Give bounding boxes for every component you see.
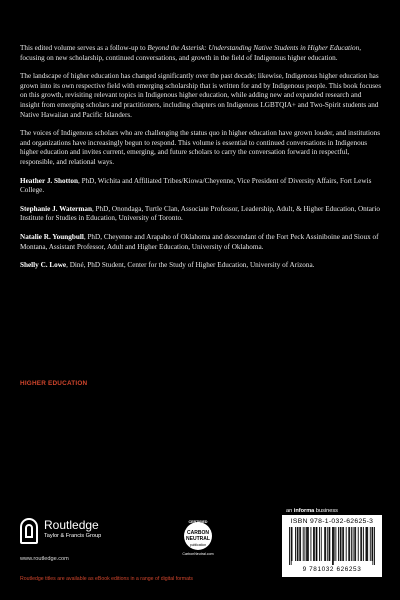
isbn-barcode-box — [282, 515, 382, 577]
barcode-bar — [333, 527, 334, 565]
barcode-bar — [343, 527, 344, 561]
informa-label: an informa business — [286, 508, 338, 514]
barcode-bar — [291, 527, 292, 565]
barcode-bar — [324, 527, 325, 561]
barcode-bar — [348, 527, 349, 561]
publisher-name: Routledge — [44, 518, 99, 532]
badge-top-label: CERTIFIED — [188, 520, 208, 524]
barcode-bar — [313, 527, 314, 561]
barcode-bar — [340, 527, 341, 561]
editor-bio: Natalie R. Youngbull, PhD, Cheyenne and Arapaho of Oklahoma and descendant of the Fort Peck Assiniboine and Sioux of Montana, Assistant Professor, Adult and Higher Education, University of Oklahoma. — [20, 232, 379, 251]
badge-site: CarbonNeutral.com — [182, 552, 214, 556]
barcode-bar — [298, 527, 299, 561]
barcode-bar — [349, 527, 350, 561]
carbon-neutral-badge — [180, 522, 216, 558]
barcode-bar — [367, 527, 368, 561]
barcode-bar — [317, 527, 318, 561]
barcode-bar — [366, 527, 367, 561]
routledge-icon — [20, 518, 38, 544]
barcode-bar — [335, 527, 336, 561]
barcode-bar — [366, 527, 367, 561]
description-paragraph: This edited volume serves as a follow-up to Beyond the Asterisk: Understanding Native Students in Higher Education, focusing on new scholarship, continued conversations, and growth in the field of Indigenous higher education. — [20, 44, 362, 62]
badge-label: CARBON NEUTRAL publication — [186, 530, 210, 547]
barcode-bar — [351, 527, 352, 561]
barcode-bar — [311, 527, 312, 561]
barcode-bar — [355, 527, 356, 561]
barcode-bar — [325, 527, 326, 561]
barcode-bar — [308, 527, 309, 561]
barcode-bar — [319, 527, 320, 561]
barcode-bar — [297, 527, 298, 561]
publisher-logo — [20, 518, 150, 550]
barcode-bar — [303, 527, 304, 561]
barcode-bar — [289, 527, 290, 565]
barcode-bar — [321, 527, 322, 561]
barcode-bar — [329, 527, 330, 561]
barcode-bar — [374, 527, 375, 565]
barcode-icon — [289, 527, 375, 565]
publisher-group: Taylor & Francis Group — [44, 533, 102, 539]
barcode-bar — [342, 527, 343, 561]
description-paragraph: The landscape of higher education has changed significantly over the past decade; likewise, Indigenous higher education has grown into its own respective field with emerging scholarship that is written for and by Indigenous people. This book focuses on this growth, revisiting relevant topics in Indigenous higher education, while adding new and expanded research and insight from emerging scholars and practitioners, including chapters on Indigenous LGBTQIA+ and Two-Spirit students and Native Hawaiian and Pacific Islanders. — [20, 72, 382, 119]
barcode-bar — [329, 527, 330, 561]
barcode-bar — [361, 527, 362, 561]
barcode-bar — [300, 527, 301, 561]
barcode-bar — [334, 527, 335, 561]
editor-name: Heather J. Shotton — [20, 176, 78, 185]
barcode-bar — [360, 527, 361, 561]
editor-bio: Stephanie J. Waterman, PhD, Onondaga, Turtle Clan, Associate Professor, Leadership, Adult, & Higher Education, Ontario Institute for Studies in Education, University of Toronto. — [20, 204, 380, 223]
barcode-bar — [332, 527, 333, 565]
subject-category: HIGHER EDUCATION — [20, 380, 88, 387]
barcode-bar — [304, 527, 305, 561]
barcode-bar — [354, 527, 355, 561]
barcode-bar — [306, 527, 307, 561]
barcode-bar — [346, 527, 347, 561]
book-title-reference: Beyond the Asterisk: Understanding Native Students in Higher Education — [147, 44, 360, 52]
description-paragraph: The voices of Indigenous scholars who are challenging the status quo in higher education have grown louder, and institutions and organizations have increasingly begun to respond. This volume is essential to continued conversations in Indigenous higher education and invites current, emerging, and future scholars to carry the conversation forward in respectful, responsible, and relational ways. — [20, 129, 380, 166]
back-cover-text — [20, 44, 382, 280]
barcode-digits: 9 781032 626253 — [302, 566, 362, 573]
barcode-bar — [307, 527, 308, 561]
publisher-website[interactable]: www.routledge.com — [20, 556, 69, 562]
barcode-bar — [338, 527, 339, 561]
editor-bio: Heather J. Shotton, PhD, Wichita and Affiliated Tribes/Kiowa/Cheyenne, Vice President of Diversity Affairs, Fort Lewis College. — [20, 176, 372, 195]
editor-name: Shelly C. Lowe — [20, 261, 67, 270]
editor-bio: Shelly C. Lowe, Diné, PhD Student, Center for the Study of Higher Education, University of Arizona. — [20, 261, 315, 270]
barcode-bar — [372, 527, 373, 565]
barcode-bar — [316, 527, 317, 561]
editor-name: Stephanie J. Waterman — [20, 204, 92, 213]
barcode-bar — [327, 527, 328, 561]
barcode-bar — [353, 527, 354, 561]
barcode-bar — [292, 527, 293, 561]
ebook-note: Routledge titles are available as eBook editions in a range of digital formats — [20, 576, 194, 582]
barcode-bar — [314, 527, 315, 561]
barcode-bar — [295, 527, 296, 561]
isbn-label: ISBN 978-1-032-62625-3 — [290, 518, 374, 525]
barcode-bar — [299, 527, 300, 561]
barcode-bar — [372, 527, 373, 561]
barcode-bar — [363, 527, 364, 561]
barcode-bar — [341, 527, 342, 561]
barcode-bar — [358, 527, 359, 561]
barcode-bar — [370, 527, 371, 561]
editor-name: Natalie R. Youngbull — [20, 232, 84, 241]
